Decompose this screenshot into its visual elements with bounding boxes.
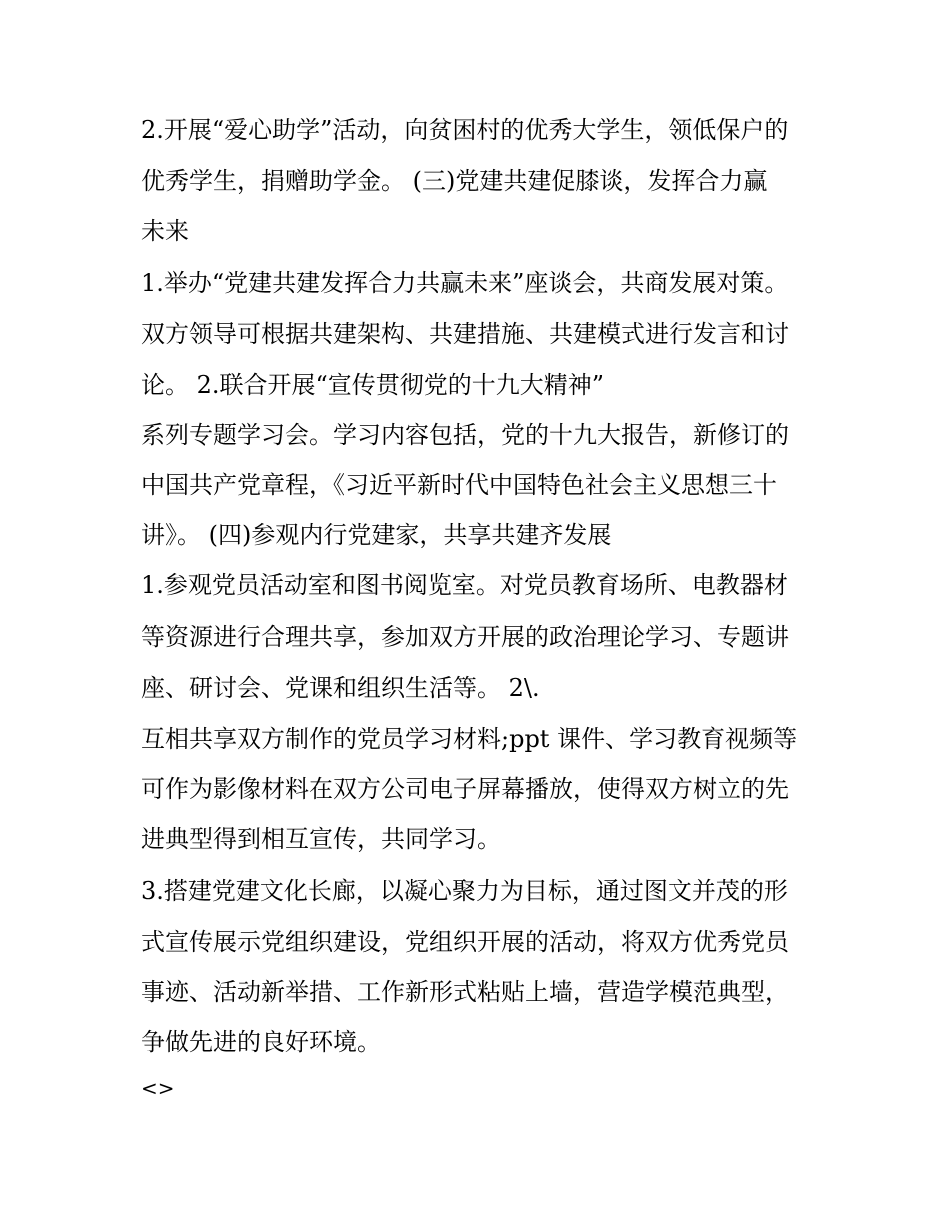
- text-line: 式宣传展示党组织建设，党组织开展的活动，将双方优秀党员: [141, 928, 789, 956]
- text-line: 1.参观党员活动室和图书阅览室。对党员教育场所、电教器材: [141, 571, 788, 599]
- text-line: 进典型得到相互宣传，共同学习。: [141, 825, 501, 853]
- text-line: 未来: [141, 217, 189, 245]
- text-line: 讲》。 (四)参观内行党建家，共享共建齐发展: [141, 521, 612, 549]
- text-line: 论。 2.联合开展“宣传贯彻党的十九大精神”: [141, 371, 605, 399]
- text-line: 3.搭建党建文化长廊，以凝心聚力为目标，通过图文并茂的形: [141, 877, 788, 905]
- text-line: 互相共享双方制作的党员学习材料;ppt 课件、学习教育视频等: [141, 725, 798, 753]
- text-line: 争做先进的良好环境。: [141, 1028, 381, 1056]
- text-line: 双方领导可根据共建架构、共建措施、共建模式进行发言和讨: [141, 320, 789, 348]
- text-line: 座、研讨会、党课和组织生活等。 2\.: [141, 674, 540, 702]
- text-line: 2.开展“爱心助学”活动，向贫困村的优秀大学生，领低保户的: [141, 116, 789, 144]
- text-line: 系列专题学习会。学习内容包括，党的十九大报告，新修订的: [141, 421, 789, 449]
- text-line: 等资源进行合理共享，参加双方开展的政治理论学习、专题讲: [141, 623, 789, 651]
- text-line: <>: [141, 1076, 175, 1100]
- text-line: 优秀学生，捐赠助学金。 (三)党建共建促膝谈，发挥合力赢: [141, 167, 768, 195]
- text-line: 中国共产党章程，《习近平新时代中国特色社会主义思想三十: [141, 471, 777, 499]
- text-line: 事迹、活动新举措、工作新形式粘贴上墙，营造学模范典型，: [141, 978, 789, 1006]
- text-line: 可作为影像材料在双方公司电子屏幕播放，使得双方树立的先: [141, 775, 789, 803]
- text-line: 1.举办“党建共建发挥合力共赢未来”座谈会，共商发展对策。: [141, 269, 789, 297]
